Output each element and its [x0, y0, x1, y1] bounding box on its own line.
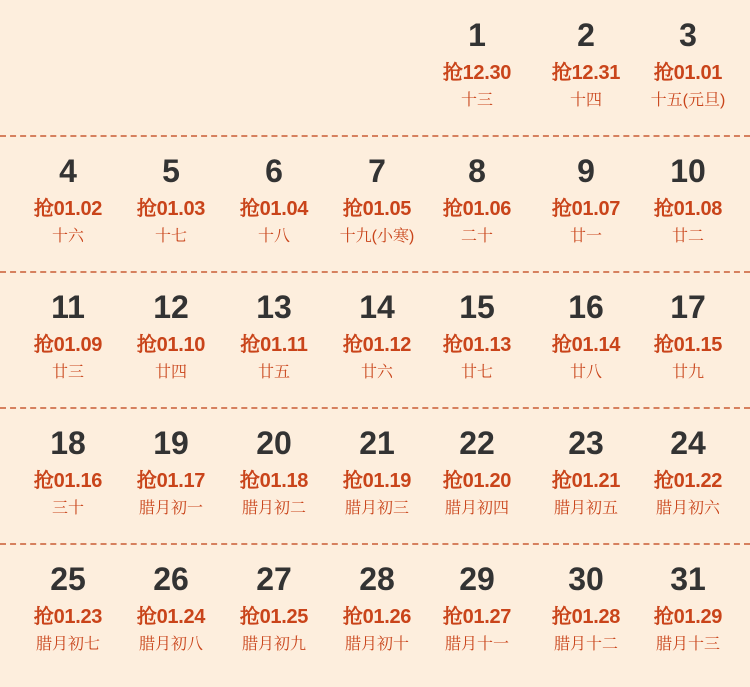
- lunar-date: 腊月初十: [344, 636, 409, 653]
- calendar-day[interactable]: [15, 408, 121, 544]
- day-number: 5: [162, 153, 180, 189]
- calendar-day[interactable]: [533, 272, 639, 408]
- calendar-day[interactable]: [424, 0, 530, 136]
- day-number: 12: [153, 289, 189, 325]
- sale-date: 抢01.25: [239, 606, 309, 628]
- day-number: 2: [577, 17, 595, 53]
- day-number: 13: [256, 289, 292, 325]
- lunar-date: 腊月初八: [138, 636, 203, 653]
- lunar-date: 三十: [51, 500, 84, 517]
- day-number: 6: [265, 153, 283, 189]
- calendar-day[interactable]: [221, 136, 327, 272]
- day-number: 14: [359, 289, 395, 325]
- sale-date: 抢01.14: [551, 334, 621, 356]
- sale-date: 抢01.18: [239, 470, 309, 492]
- calendar-day[interactable]: [221, 408, 327, 544]
- lunar-date: 廿二: [671, 228, 704, 245]
- calendar-day[interactable]: [424, 544, 530, 680]
- lunar-date: 腊月初二: [241, 500, 306, 517]
- calendar-day[interactable]: [15, 136, 121, 272]
- day-number: 1: [468, 17, 486, 53]
- sale-date: 抢01.29: [653, 606, 723, 628]
- calendar-week-2: [0, 136, 750, 272]
- calendar-day[interactable]: [221, 544, 327, 680]
- sale-date: 抢01.12: [342, 334, 412, 356]
- lunar-date: 腊月十二: [553, 636, 618, 653]
- sale-date: 抢01.09: [33, 334, 103, 356]
- lunar-date: 廿七: [460, 364, 493, 381]
- lunar-date: 十九(小寒): [339, 228, 415, 245]
- day-number: 21: [359, 425, 395, 461]
- calendar-day[interactable]: [221, 272, 327, 408]
- lunar-date: 腊月初七: [35, 636, 100, 653]
- sale-date: 抢01.01: [653, 62, 723, 84]
- sale-date: 抢01.10: [136, 334, 206, 356]
- lunar-date: 廿三: [51, 364, 84, 381]
- calendar-day[interactable]: [533, 544, 639, 680]
- lunar-date: 十四: [569, 92, 602, 109]
- calendar-day[interactable]: [635, 544, 741, 680]
- calendar-day[interactable]: [635, 136, 741, 272]
- calendar-day[interactable]: [533, 136, 639, 272]
- lunar-date: 腊月初一: [138, 500, 203, 517]
- sale-date: 抢01.08: [653, 198, 723, 220]
- day-number: 3: [679, 17, 697, 53]
- calendar-day[interactable]: [533, 0, 639, 136]
- day-number: 17: [670, 289, 706, 325]
- sale-date: 抢01.22: [653, 470, 723, 492]
- day-number: 24: [670, 425, 706, 461]
- sale-date: 抢01.17: [136, 470, 206, 492]
- sale-date: 抢12.30: [442, 62, 512, 84]
- sale-date: 抢01.26: [342, 606, 412, 628]
- sale-date: 抢01.23: [33, 606, 103, 628]
- calendar-day[interactable]: [118, 272, 224, 408]
- sale-date: 抢01.07: [551, 198, 621, 220]
- sale-date: 抢01.21: [551, 470, 621, 492]
- calendar-day[interactable]: [15, 544, 121, 680]
- day-number: 9: [577, 153, 595, 189]
- sale-date: 抢01.24: [136, 606, 206, 628]
- day-number: 29: [459, 561, 495, 597]
- lunar-date: 廿六: [360, 364, 393, 381]
- calendar-week-5: [0, 544, 750, 687]
- lunar-date: 廿四: [154, 364, 187, 381]
- calendar-day[interactable]: [118, 408, 224, 544]
- day-number: 4: [59, 153, 77, 189]
- day-number: 27: [256, 561, 292, 597]
- sale-date: 抢01.20: [442, 470, 512, 492]
- calendar-week-3: [0, 272, 750, 408]
- calendar-day[interactable]: [324, 136, 430, 272]
- lunar-date: 廿一: [569, 228, 602, 245]
- lunar-date: 廿五: [257, 364, 290, 381]
- sale-date: 抢01.19: [342, 470, 412, 492]
- calendar-day[interactable]: [635, 408, 741, 544]
- sale-date: 抢01.27: [442, 606, 512, 628]
- calendar-day[interactable]: [635, 0, 741, 136]
- lunar-date: 十七: [154, 228, 187, 245]
- day-number: 7: [368, 153, 386, 189]
- day-number: 30: [568, 561, 604, 597]
- lunar-date: 腊月初三: [344, 500, 409, 517]
- sale-date: 抢01.03: [136, 198, 206, 220]
- calendar-day[interactable]: [424, 136, 530, 272]
- lunar-date: 十八: [257, 228, 290, 245]
- lunar-date: 腊月初九: [241, 636, 306, 653]
- sale-date: 抢01.11: [240, 334, 308, 356]
- day-number: 25: [50, 561, 86, 597]
- calendar-day[interactable]: [118, 136, 224, 272]
- sale-date: 抢01.13: [442, 334, 512, 356]
- lunar-date: 十六: [51, 228, 84, 245]
- lunar-date: 十五(元旦): [650, 92, 726, 109]
- day-number: 26: [153, 561, 189, 597]
- calendar-day[interactable]: [424, 408, 530, 544]
- sale-date: 抢01.15: [653, 334, 723, 356]
- day-number: 28: [359, 561, 395, 597]
- day-number: 20: [256, 425, 292, 461]
- calendar-day[interactable]: [324, 408, 430, 544]
- sale-date: 抢01.04: [239, 198, 309, 220]
- calendar-day[interactable]: [635, 272, 741, 408]
- sale-date: 抢12.31: [551, 62, 621, 84]
- lunar-date: 二十: [460, 228, 493, 245]
- day-number: 8: [468, 153, 486, 189]
- calendar-day[interactable]: [324, 272, 430, 408]
- calendar-week-4: [0, 408, 750, 544]
- day-number: 18: [50, 425, 86, 461]
- sale-date: 抢01.02: [33, 198, 103, 220]
- sale-date: 抢01.16: [33, 470, 103, 492]
- day-number: 22: [459, 425, 495, 461]
- calendar-day[interactable]: [15, 272, 121, 408]
- lunar-date: 腊月十三: [655, 636, 720, 653]
- calendar-day[interactable]: [424, 272, 530, 408]
- sale-date: 抢01.05: [342, 198, 412, 220]
- day-number: 11: [51, 289, 85, 325]
- lunar-date: 腊月初六: [655, 500, 720, 517]
- lunar-date: 腊月初四: [444, 500, 509, 517]
- day-number: 23: [568, 425, 604, 461]
- calendar-day[interactable]: [324, 544, 430, 680]
- calendar-week-1: [0, 0, 750, 136]
- day-number: 15: [459, 289, 495, 325]
- day-number: 19: [153, 425, 189, 461]
- day-number: 31: [670, 561, 706, 597]
- lunar-date: 腊月十一: [444, 636, 509, 653]
- day-number: 16: [568, 289, 604, 325]
- calendar-day[interactable]: [533, 408, 639, 544]
- sale-date: 抢01.06: [442, 198, 512, 220]
- calendar-day[interactable]: [118, 544, 224, 680]
- sale-date: 抢01.28: [551, 606, 621, 628]
- lunar-date: 廿九: [671, 364, 704, 381]
- lunar-date: 腊月初五: [553, 500, 618, 517]
- lunar-date: 十三: [460, 92, 493, 109]
- lunar-date: 廿八: [569, 364, 602, 381]
- day-number: 10: [670, 153, 706, 189]
